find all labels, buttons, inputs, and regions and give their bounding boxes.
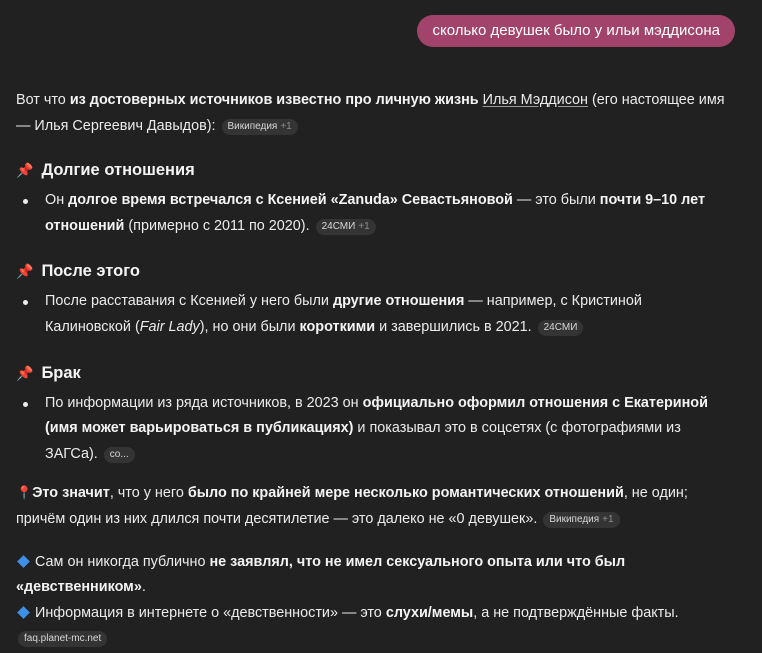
section-list [16, 289, 730, 340]
user-message-bubble: сколько девушек было у ильи мэддисона [417, 15, 735, 47]
source-chip-24smi[interactable]: 24СМИ +1 [316, 219, 376, 235]
round-pushpin-icon: 📍 [16, 485, 33, 501]
blue-diamond-icon [17, 555, 30, 568]
section-title-marriage: 📌 Брак [16, 363, 81, 382]
note-paragraph: Информация в интернете о «девственности» — это слухи/мемы, а не подтверждённые факты. [16, 601, 730, 627]
intro-paragraph: Вот что из достоверных источников известно про личную жизнь Илья Мэддисон (его настоящее имя — Илья Сергеевич Давыдов): Википедия +1 [16, 92, 725, 134]
note-paragraph: Сам он никогда публично не заявлял, что не имел сексуального опыта или что был «девственником». [16, 553, 626, 596]
source-chip-co[interactable]: co... [104, 447, 135, 463]
list-item: Он долгое время встречался с Ксенией «Zanuda» Севастьяновой — это были почти 9–10 лет отношений (примерно с 2011 по 2020). 24СМИ +1 [45, 188, 730, 239]
list-item: После расставания с Ксенией у него были другие отношения — например, с Кристиной Калиновской (Fair Lady), но они были короткими и завершились в 2021. 24СМИ [45, 289, 730, 340]
section-title-after: 📌 После этого [16, 262, 140, 281]
assistant-answer [16, 88, 730, 647]
source-chip-wikipedia[interactable]: Википедия +1 [222, 119, 298, 135]
pushpin-icon: 📌 [16, 162, 34, 179]
section-list [16, 391, 730, 468]
section-list [16, 188, 730, 239]
source-chip-wikipedia[interactable]: Википедия +1 [543, 512, 619, 528]
pushpin-icon: 📌 [16, 364, 34, 381]
source-chip-24smi[interactable]: 24СМИ [538, 320, 584, 336]
source-chip-faq[interactable]: faq.planet-mc.net [18, 631, 107, 647]
source-row [16, 630, 730, 647]
conclusion-paragraph: 📍Это значит, что у него было по крайней мере несколько романтических отношений, не один; причём один из них длился почти десятилетие — это далеко не «0 девушек». Википедия +1 [16, 485, 688, 527]
list-item: По информации из ряда источников, в 2023 он официально оформил отношения с Екатериной (имя может варьироваться в публикациях) и показывал это в соцсетях (с фотографиями из ЗАГСа). co... [45, 391, 730, 468]
pushpin-icon: 📌 [16, 263, 34, 280]
section-title-long-relationship: 📌 Долгие отношения [16, 161, 195, 180]
person-link[interactable]: Илья Мэддисон [482, 92, 589, 108]
blue-diamond-icon [17, 606, 30, 619]
